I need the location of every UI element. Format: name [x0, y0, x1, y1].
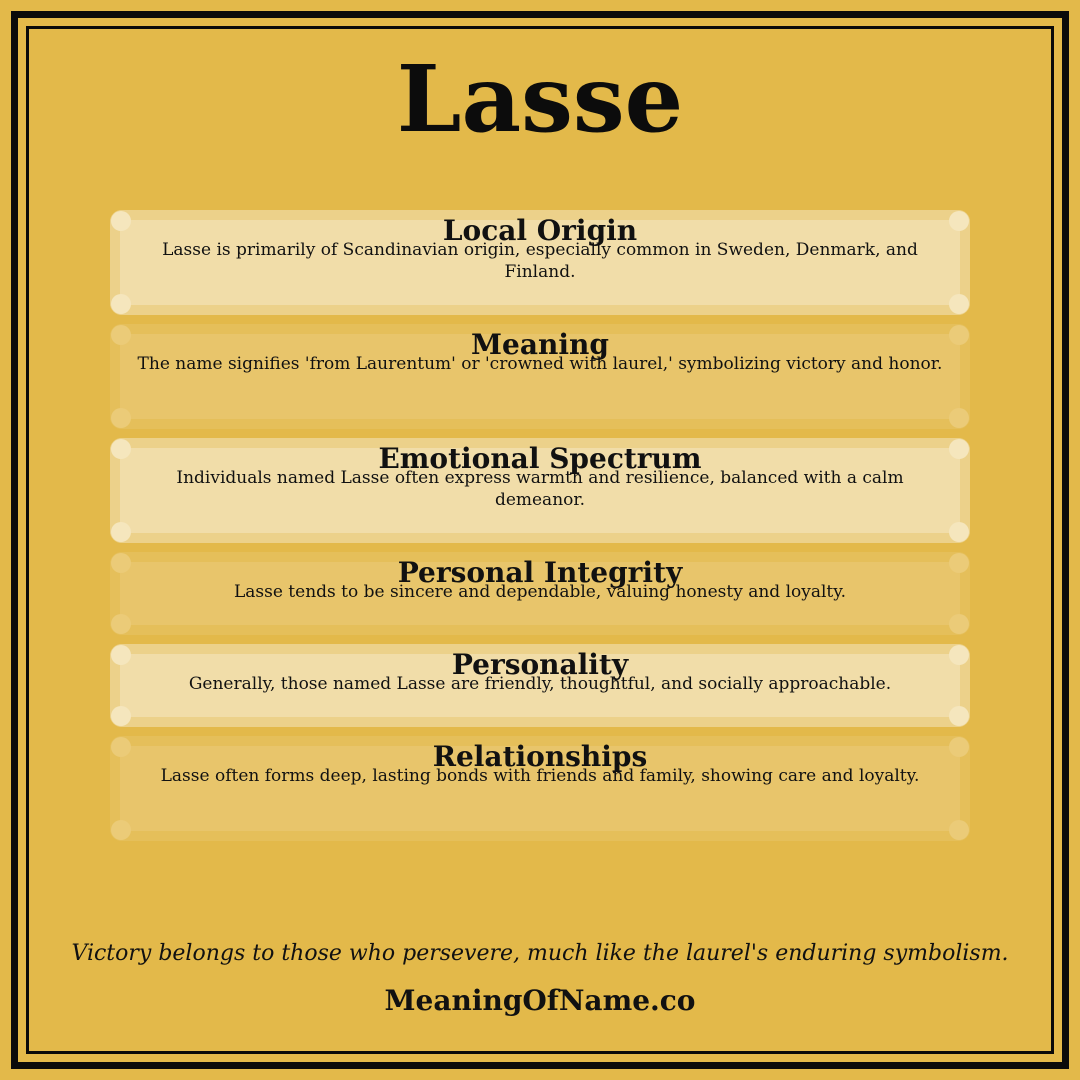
section-heading: Local Origin — [442, 214, 638, 247]
corner-dot — [949, 522, 969, 542]
section-text: Generally, those named Lasse are friendly, thoughtful, and socially approachable. — [188, 674, 892, 694]
section-card-personality — [110, 644, 970, 727]
corner-dot — [111, 820, 131, 840]
site-name: MeaningOfName.co — [384, 984, 696, 1017]
section-heading: Relationships — [432, 740, 648, 773]
section-card-meaning — [110, 324, 970, 429]
corner-dot — [949, 294, 969, 314]
section-card-emotional-spectrum — [110, 438, 970, 543]
corner-dot — [111, 522, 131, 542]
section-heading: Meaning — [471, 328, 609, 361]
page-title: Lasse — [396, 45, 684, 153]
corner-dot — [949, 614, 969, 634]
corner-dot — [949, 706, 969, 726]
section-text: Lasse often forms deep, lasting bonds with friends and family, showing care and loyalty. — [160, 766, 920, 786]
section-card-relationships — [110, 736, 970, 841]
corner-dot — [111, 614, 131, 634]
corner-dot — [111, 408, 131, 428]
section-heading: Personality — [451, 648, 629, 681]
corner-dot — [949, 408, 969, 428]
section-text: Individuals named Lasse often express warmth and resilience, balanced with a calm demeanor. — [176, 468, 904, 510]
section-card-local-origin — [110, 210, 970, 315]
footer-quote: Victory belongs to those who persevere, much like the laurel's enduring symbolism. — [71, 941, 1009, 966]
section-text: Lasse is primarily of Scandinavian origin, especially common in Sweden, Denmark, and Finland. — [162, 240, 918, 282]
section-text: Lasse tends to be sincere and dependable, valuing honesty and loyalty. — [233, 582, 847, 602]
section-card-personal-integrity — [110, 552, 970, 635]
section-heading: Emotional Spectrum — [378, 442, 702, 475]
corner-dot — [111, 294, 131, 314]
corner-dot — [949, 820, 969, 840]
corner-dot — [111, 706, 131, 726]
section-text: The name signifies 'from Laurentum' or 'crowned with laurel,' symbolizing victory and honor. — [137, 354, 943, 374]
section-heading: Personal Integrity — [397, 556, 683, 589]
